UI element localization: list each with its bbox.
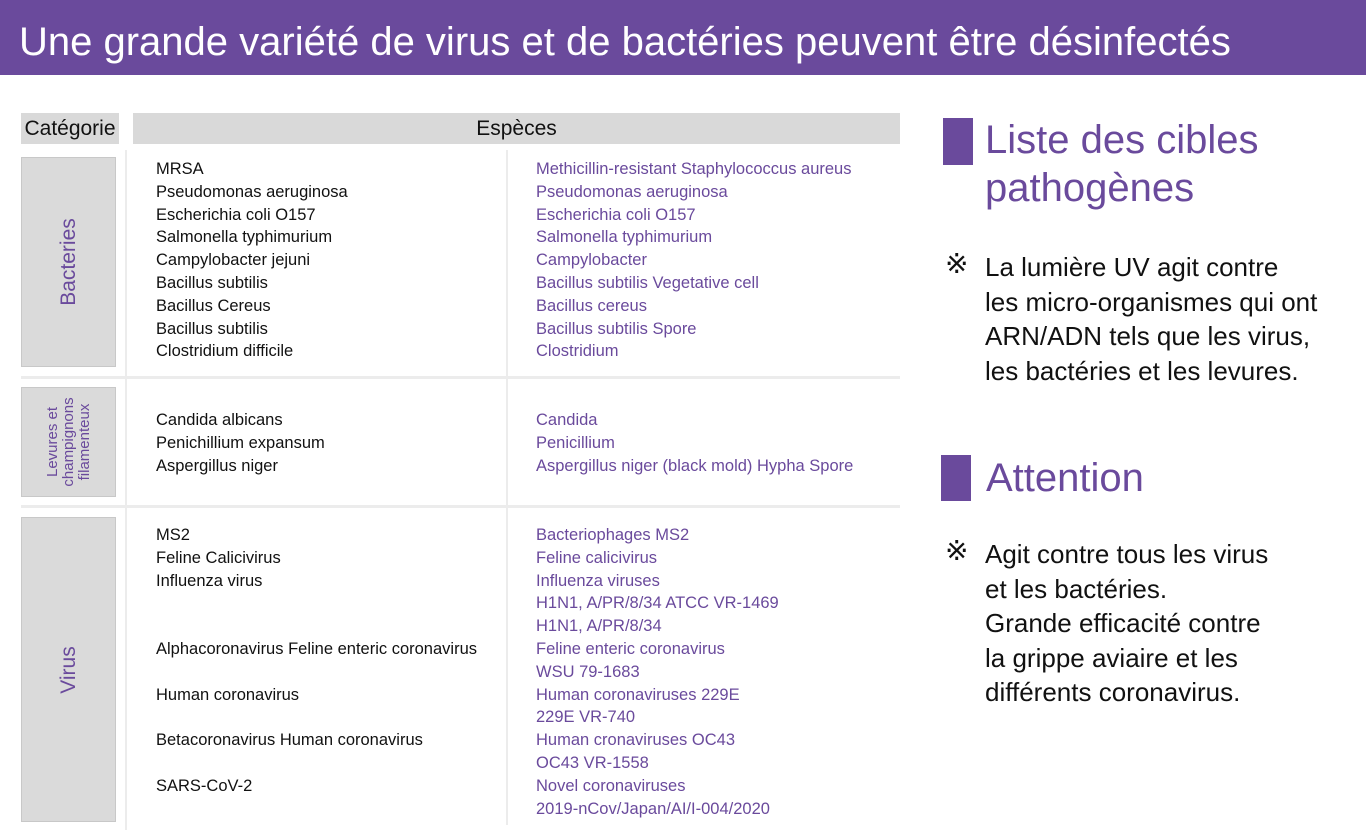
list-item: OC43 VR-1558: [536, 753, 649, 772]
list-item: Methicillin-resistant Staphylococcus aureus: [536, 160, 852, 178]
list-item: Influenza viruses: [536, 571, 660, 590]
list-item: Salmonella typhimurium: [536, 228, 713, 247]
list-item: Feline enteric coronavirus: [536, 639, 725, 658]
category-label: Virus: [56, 645, 80, 694]
list-item: Feline Calicivirus: [156, 548, 281, 567]
note-line: les micro-organismes qui ont: [985, 286, 1318, 317]
list-item: Penichillium expansum: [156, 433, 325, 452]
table-divider: [21, 376, 900, 379]
list-item: Pseudomonas aeruginosa: [536, 182, 728, 201]
note-line: différents coronavirus.: [985, 677, 1241, 707]
list-item: [156, 592, 477, 615]
list-item: Bacteriophages MS2: [536, 526, 690, 544]
list-item: Campylobacter: [536, 251, 647, 270]
note-line: les bactéries et les levures.: [985, 355, 1299, 386]
list-item: Escherichia coli O157: [536, 205, 696, 224]
list-item: SARS-CoV-2: [156, 776, 253, 795]
list-item: Aspergillus niger (black mold) Hypha Spore: [536, 456, 854, 475]
list-item: Human coronaviruses 229E: [536, 685, 740, 704]
section-marker-block: [943, 118, 973, 165]
table-divider: [125, 150, 127, 830]
list-item: Escherichia coli O157: [156, 205, 316, 224]
list-item: MS2: [156, 526, 190, 544]
list-item: Salmonella typhimurium: [156, 228, 333, 247]
column-header-category: Catégorie: [21, 113, 119, 144]
category-label: Bacteries: [56, 218, 80, 306]
note-line: la grippe aviaire et les: [985, 642, 1238, 673]
list-item: [156, 798, 477, 821]
category-label-line: filamenteux: [75, 403, 93, 481]
list-item: Aspergillus niger: [156, 456, 278, 475]
list-item: Feline calicivirus: [536, 548, 658, 567]
details-list-bacteries: [536, 158, 851, 363]
column-header-species: Espèces: [133, 113, 900, 144]
list-item: Bacillus subtilis: [156, 273, 268, 292]
section-marker-block: [941, 455, 971, 501]
list-item: Campylobacter jejuni: [156, 251, 311, 270]
list-item: Betacoronavirus Human coronavirus: [156, 731, 423, 750]
note-line: Grande efficacité contre: [985, 608, 1261, 638]
reference-mark: ※: [945, 248, 969, 279]
category-levures: [21, 387, 116, 497]
category-bacteries: [21, 157, 116, 367]
note-attention: [985, 537, 1268, 710]
details-list-levures: [536, 409, 853, 477]
note-targets: [985, 250, 1317, 388]
category-label-line: champignons: [59, 397, 77, 487]
category-virus: [21, 517, 116, 822]
table-divider: [21, 505, 900, 508]
section-title-line: Liste des cibles: [985, 118, 1259, 162]
note-line: La lumière UV agit contre: [985, 252, 1279, 282]
list-item: [156, 706, 477, 729]
list-item: Bacillus cereus: [536, 296, 647, 315]
list-item: 2019-nCov/Japan/AI/I-004/2020: [536, 799, 770, 818]
list-item: H1N1, A/PR/8/34 ATCC VR-1469: [536, 594, 779, 613]
reference-mark: ※: [945, 535, 969, 566]
section-title-attention: Attention: [986, 456, 1144, 500]
list-item: Human cronaviruses OC43: [536, 731, 735, 750]
note-line: et les bactéries.: [985, 573, 1168, 604]
list-item: Human coronavirus: [156, 685, 300, 704]
section-title-targets: [985, 116, 1258, 212]
category-label: [45, 397, 93, 486]
list-item: Alphacoronavirus Feline enteric coronavirus: [156, 639, 477, 658]
details-list-virus: [536, 524, 779, 820]
list-item: Bacillus Cereus: [156, 296, 271, 315]
list-item: Candida albicans: [156, 411, 283, 429]
list-item: Candida: [536, 411, 598, 429]
list-item: H1N1, A/PR/8/34: [536, 617, 662, 636]
species-list-levures: [156, 409, 325, 477]
list-item: [156, 615, 477, 638]
species-list-virus: [156, 524, 477, 820]
page-title: Une grande variété de virus et de bactéries peuvent être désinfectés: [19, 20, 1231, 64]
section-title-line: pathogènes: [985, 166, 1195, 210]
list-item: Bacillus subtilis: [156, 319, 268, 338]
list-item: Bacillus subtilis Spore: [536, 319, 697, 338]
list-item: 229E VR-740: [536, 708, 636, 727]
list-item: Clostridium difficile: [156, 342, 294, 361]
list-item: [156, 661, 477, 684]
list-item: Clostridium: [536, 342, 619, 361]
list-item: Penicillium: [536, 433, 615, 452]
list-item: [156, 752, 477, 775]
note-line: Agit contre tous les virus: [985, 539, 1269, 569]
list-item: Influenza virus: [156, 571, 263, 590]
note-line: ARN/ADN tels que les virus,: [985, 321, 1311, 351]
category-label-line: Levures et: [43, 406, 61, 478]
list-item: Pseudomonas aeruginosa: [156, 182, 348, 201]
table-divider: [506, 150, 508, 825]
list-item: MRSA: [156, 160, 204, 178]
species-list-bacteries: [156, 158, 348, 363]
title-bar: [0, 0, 1366, 75]
list-item: Bacillus subtilis Vegetative cell: [536, 273, 759, 292]
list-item: Novel coronaviruses: [536, 776, 686, 795]
list-item: WSU 79-1683: [536, 662, 640, 681]
